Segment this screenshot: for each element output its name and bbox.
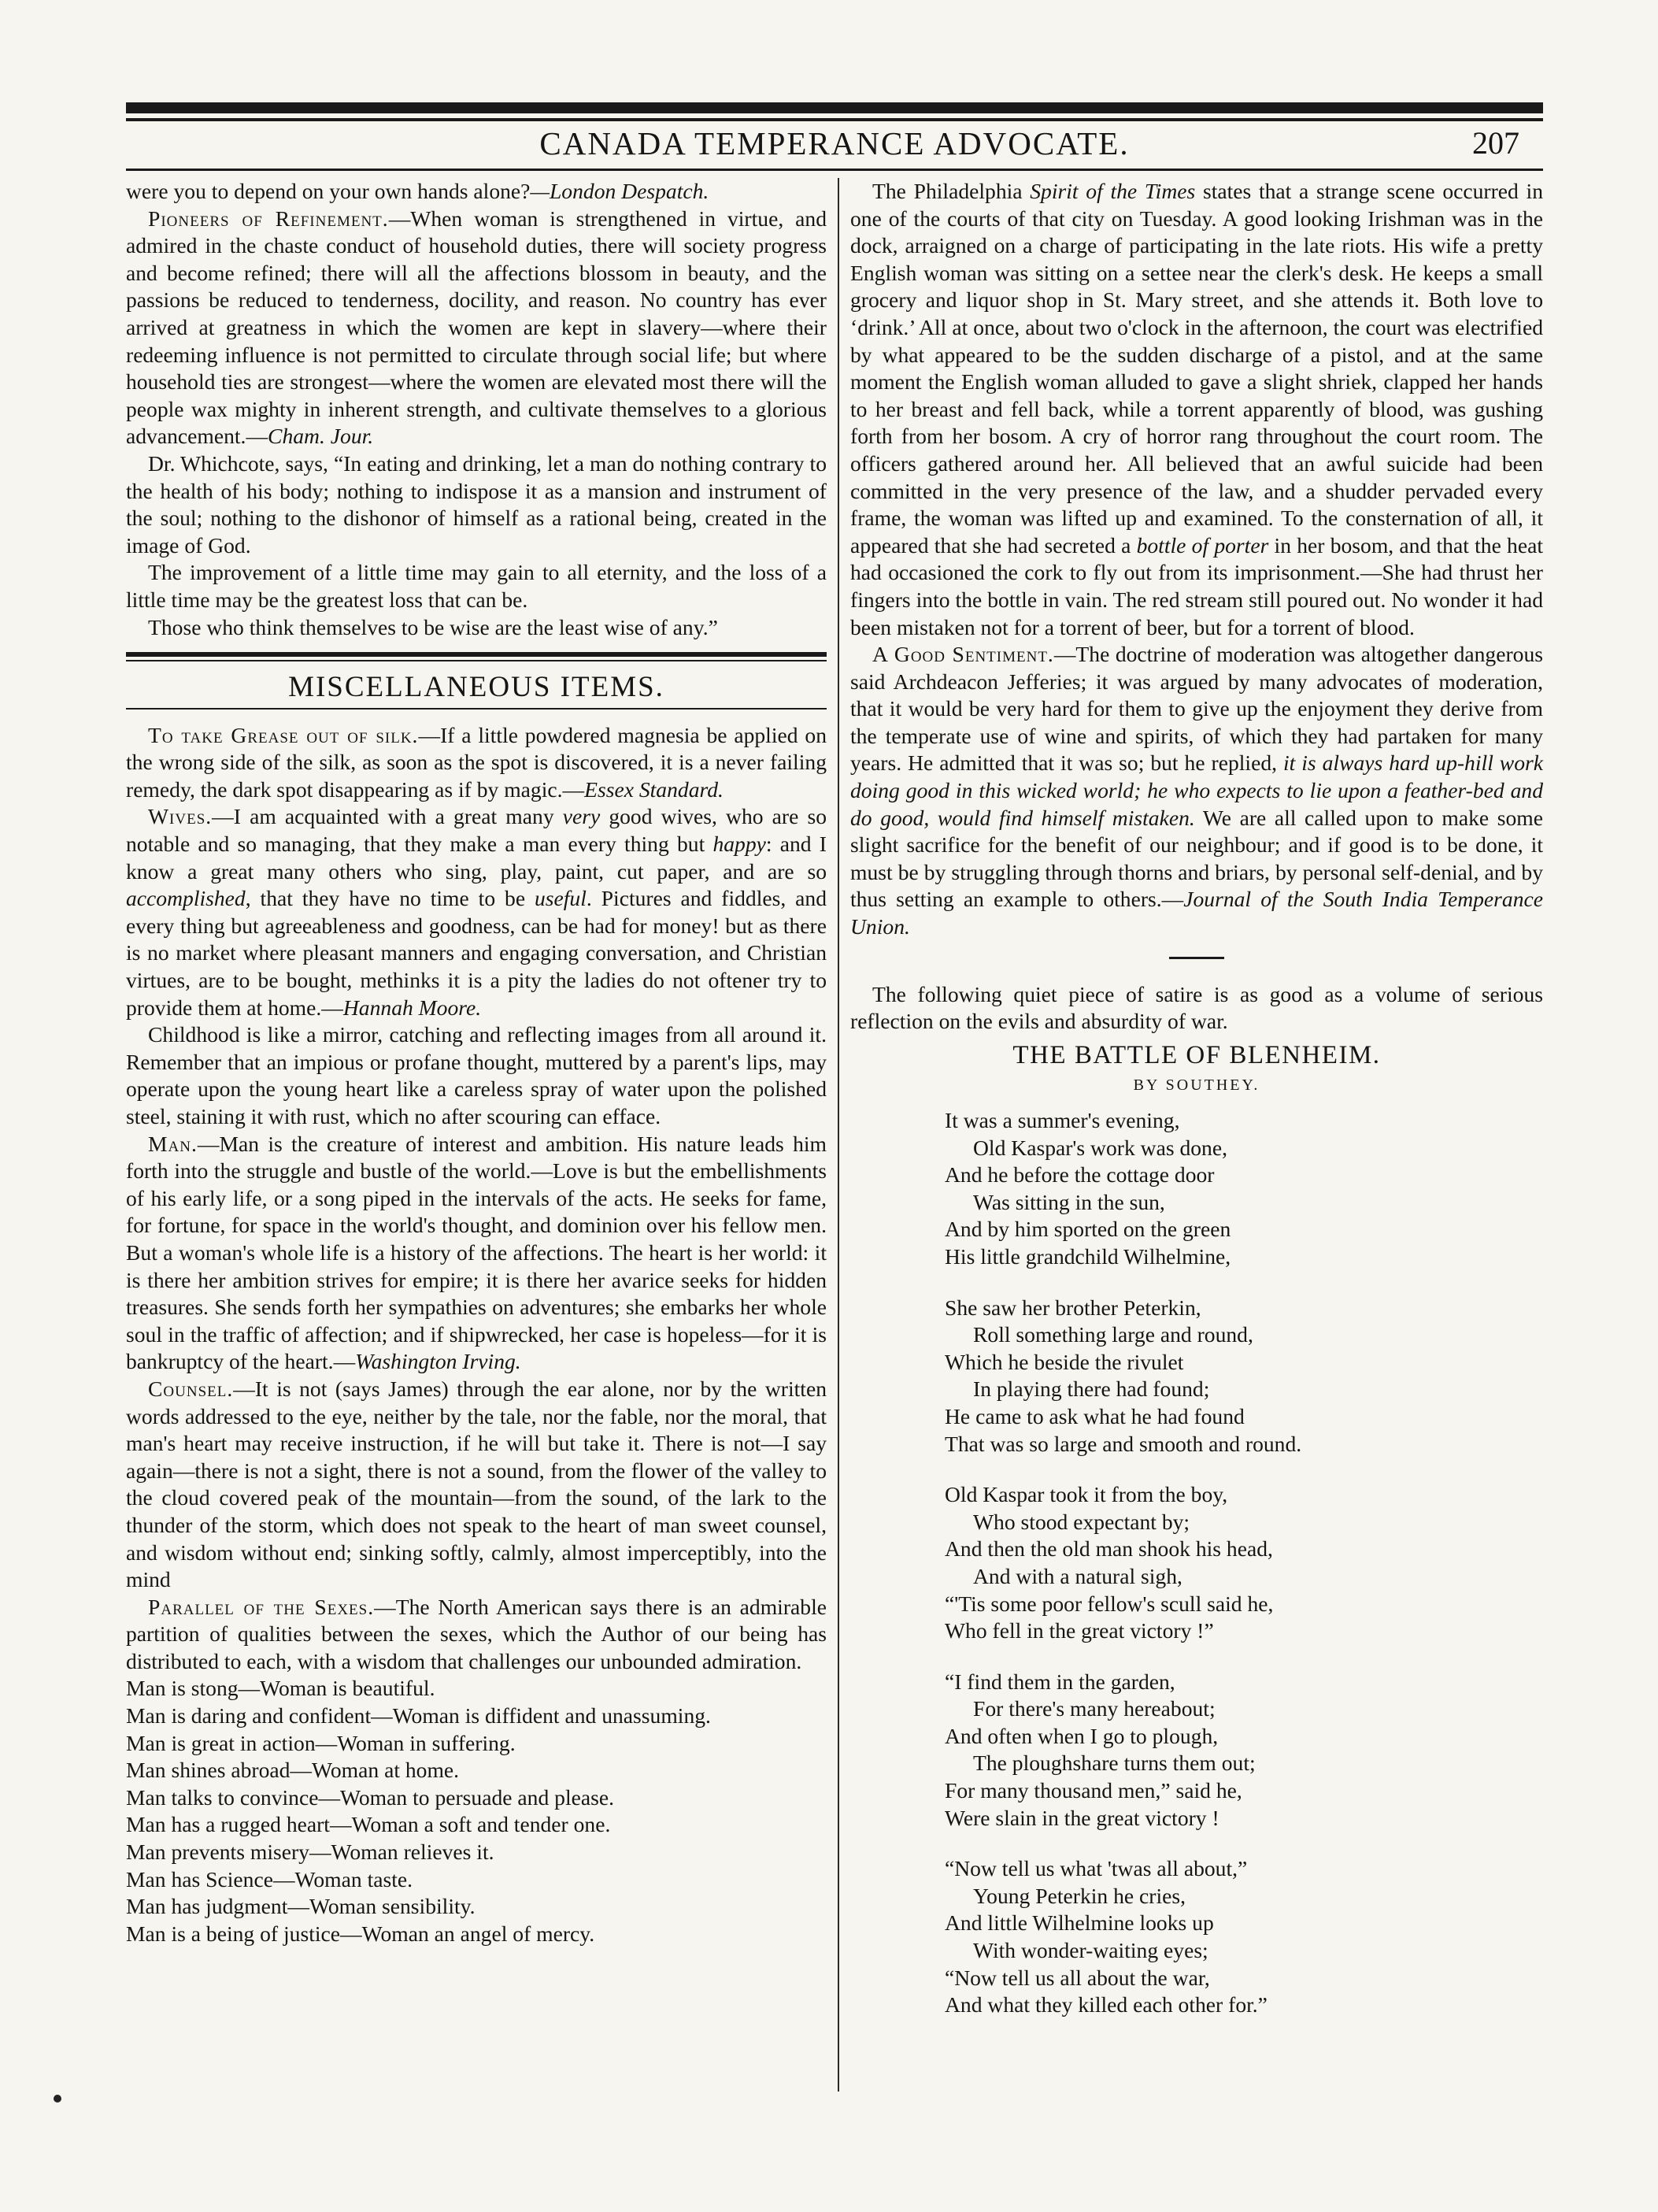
parallel-line: Man shines abroad—Woman at home. xyxy=(126,1758,460,1783)
philadelphia-paper-title: Spirit of the Times xyxy=(1030,179,1196,203)
counsel-heading: Counsel. xyxy=(148,1376,234,1401)
poem-line: And then the old man shook his head, xyxy=(945,1536,1273,1562)
poem-line: Old Kaspar took it from the boy, xyxy=(945,1482,1228,1507)
top-rule-thin xyxy=(126,118,1543,121)
parallel-heading: Parallel of the Sexes. xyxy=(148,1594,375,1619)
poem-line: Was sitting in the sun, xyxy=(973,1189,1165,1214)
man-source: Washington Irving. xyxy=(355,1349,521,1374)
poem-line: “'Tis some poor fellow's scull said he, xyxy=(945,1591,1274,1616)
poem-line: With wonder-waiting eyes; xyxy=(973,1938,1208,1963)
left-column xyxy=(126,178,827,1947)
pioneers-source: Cham. Jour. xyxy=(268,424,374,449)
grease-paragraph xyxy=(126,722,827,804)
poem-stanza xyxy=(945,1669,1543,1832)
header-rule xyxy=(126,169,1543,171)
poem-line: He came to ask what he had found xyxy=(945,1403,1245,1428)
man-body: —Man is the creature of interest and ambition. His nature leads him forth into the struggle and bustle of the world.—Love is but the embellishments of his early life, or a song piped in the intervals of the acts. He seeks for fame, for fortune, for space in the world's thought, and dominion over his fellow men. But a woman's whole life is a history of the affections. The heart is her world: it is there her ambition strives for empire; it is there her avarice seeks for hidden treasures. She sends forth her sympathies on adventures; she embarks her whole soul in the traffic of affection; and if shipwrecked, her case is hopeless—for it is bankruptcy of the heart.— xyxy=(126,1131,827,1374)
pioneers-body: —When woman is strengthened in virtue, and admired in the chaste conduct of household duties, there will society progress and become refined; there will all the affections blossom in beauty, and the passions be reduced to tenderness, docility, and reason. No country has ever arrived at greatness in which the women are kept in slavery—where their redeeming influence is not permitted to circulate through social life; but where household ties are strongest—where the women are elevated most there will the people wax mighty in inherent strength, and cultivate themselves to a glorious advancement.— xyxy=(126,206,827,449)
parallel-line: Man talks to convince—Woman to persuade and please. xyxy=(126,1784,614,1810)
poem-line: His little grandchild Wilhelmine, xyxy=(945,1243,1231,1269)
wives-heading: Wives. xyxy=(148,804,213,829)
poem-line: “Now tell us all about the war, xyxy=(945,1965,1210,1990)
improvement-paragraph: The improvement of a little time may gain to all eternity, and the loss of a little time may be the greatest loss that can be. xyxy=(126,560,827,612)
poem-title: THE BATTLE OF BLENHEIM. xyxy=(1012,1040,1381,1069)
satire-intro: The following quiet piece of satire is as good as a volume of serious reflection on the evils and absurdity of war. xyxy=(850,981,1543,1034)
dispatch-text: were you to depend on your own hands alone? xyxy=(126,179,531,203)
parallel-line: Man has Science—Woman taste. xyxy=(126,1866,413,1892)
man-paragraph xyxy=(126,1131,827,1376)
poem-line: And little Wilhelmine looks up xyxy=(945,1910,1214,1936)
poem-line: Were slain in the great victory ! xyxy=(945,1805,1219,1830)
parallel-list xyxy=(126,1675,827,1947)
poem-line: “Now tell us what 'twas all about,” xyxy=(945,1856,1248,1881)
parallel-line: Man prevents misery—Woman relieves it. xyxy=(126,1840,494,1865)
wives-text: : and I know a great many others who sing, play, paint, cut paper, and are so xyxy=(126,832,827,884)
wives-emph: very xyxy=(562,804,601,829)
wives-emph: happy xyxy=(712,832,766,857)
poem-line: Who stood expectant by; xyxy=(973,1509,1190,1534)
sentiment-text: We are all called upon to make some slight sacrifice for the benefit of our neighbour; and if good is to be done, it must be by struggling through thorns and briars, by personal self-denial, and by thus setting an example to others.— xyxy=(850,805,1543,912)
poem-line: “I find them in the garden, xyxy=(945,1669,1175,1694)
childhood-paragraph: Childhood is like a mirror, catching and reflecting images from all around it. Remember that an impious or profane thought, muttered by a parent's lips, may operate upon the young heart like a careless spray of water upon the polished steel, staining it with rust, which no after scouring can efface. xyxy=(126,1022,827,1128)
poem-line: For many thousand men,” said he, xyxy=(945,1778,1242,1803)
poem-stanza xyxy=(945,1855,1543,2019)
parallel-line: Man is a being of justice—Woman an angel of mercy. xyxy=(126,1921,595,1946)
parallel-body: —The North American says there is an admirable partition of qualities between the sexes, which the Author of our being has distributed to each, with a wisdom that challenges our unbounded admiration. xyxy=(126,1594,827,1673)
whichcote-paragraph: Dr. Whichcote, says, “In eating and drinking, let a man do nothing contrary to the health of his body; nothing to indispose it as a mansion and instrument of the soul; nothing to the dishonor of himself as a rational being, created in the image of God. xyxy=(126,450,827,558)
misc-heading: MISCELLANEOUS ITEMS. xyxy=(288,671,664,704)
dispatch-paragraph xyxy=(126,178,827,206)
poem-stanza xyxy=(945,1481,1543,1645)
parallel-paragraph xyxy=(126,1594,827,1676)
sentiment-source: Journal of the South India Temperance Union. xyxy=(850,887,1543,939)
poem-line: And what they killed each other for.” xyxy=(945,1992,1268,2017)
counsel-paragraph xyxy=(126,1376,827,1594)
sentiment-quote: it is always hard up-hill work doing good in this wicked world; he who expects to lie upon a feather-bed and do good, would find himself mistaken. xyxy=(850,750,1543,830)
page-number: 207 xyxy=(1472,125,1519,161)
grease-source: Essex Standard. xyxy=(584,776,724,802)
wives-text: —I am acquainted with a great many xyxy=(212,804,563,829)
grease-body: —If a little powdered magnesia be applied on the wrong side of the silk, as soon as the spot is discovered, it is a never failing remedy, the dark spot disappearing as if by magic.— xyxy=(126,722,827,802)
poem-line: And he before the cottage door xyxy=(945,1162,1215,1188)
misc-heading-rule xyxy=(126,708,827,710)
page-header-title: CANADA TEMPERANCE ADVOCATE. xyxy=(539,125,1130,161)
parallel-line: Man has judgment—Woman sensibility. xyxy=(126,1894,476,1919)
wives-text: . Pictures and fiddles, and every thing but agreeableness and goodness, can be had for money! but as there is no market where pleasant manners and engaging conversation, and Christian virtues, are to be bought, methinks it is a pity the ladies do not oftener try to provide them at home.— xyxy=(126,886,827,1020)
philadelphia-text: The Philadelphia xyxy=(872,179,1031,203)
poem-line: In playing there had found; xyxy=(973,1376,1210,1402)
poem-line: Young Peterkin he cries, xyxy=(973,1883,1186,1908)
wives-emph: useful xyxy=(534,886,587,911)
top-rule xyxy=(126,102,1543,113)
margin-ink-dot xyxy=(54,2095,61,2103)
poem-line: The ploughshare turns them out; xyxy=(973,1751,1256,1776)
parallel-line: Man is stong—Woman is beautiful. xyxy=(126,1676,435,1701)
sentiment-paragraph xyxy=(850,641,1543,941)
poem-line: It was a summer's evening, xyxy=(945,1108,1180,1132)
poem-line: And with a natural sigh, xyxy=(973,1563,1182,1588)
parallel-line: Man is great in action—Woman in suffering. xyxy=(126,1730,516,1755)
poem-stanza xyxy=(945,1295,1543,1458)
poem-author: BY SOUTHEY. xyxy=(1133,1076,1260,1095)
wives-source: Hannah Moore. xyxy=(342,995,482,1020)
pioneers-paragraph xyxy=(126,206,827,450)
poem-line: That was so large and smooth and round. xyxy=(945,1431,1302,1456)
wives-text: good wives, who are so notable and so managing, that they make a man every thing but xyxy=(126,804,827,857)
sentiment-heading: A Good Sentiment. xyxy=(872,642,1054,667)
poem-line: Which he beside the rivulet xyxy=(945,1349,1184,1374)
parallel-line: Man has a rugged heart—Woman a soft and tender one. xyxy=(126,1812,611,1837)
man-heading: Man. xyxy=(148,1131,198,1156)
poem-line: And often when I go to plough, xyxy=(945,1723,1219,1748)
wives-emph: accomplished xyxy=(126,886,246,911)
parallel-line: Man is daring and confident—Woman is diffident and unassuming. xyxy=(126,1703,711,1728)
poem-line: Who fell in the great victory !” xyxy=(945,1618,1214,1643)
wives-paragraph xyxy=(126,803,827,1021)
section-rule-thin xyxy=(126,660,827,661)
poem-stanza xyxy=(945,1107,1543,1271)
section-rule-heavy xyxy=(126,652,827,657)
pioneers-heading: Pioneers of Refinement. xyxy=(148,206,389,231)
philadelphia-text: states that a strange scene occurred in one of the courts of that city on Tuesday. A good looking Irishman was in the dock, arraigned on a charge of participating in the late riots. His wife a pretty English woman was sitting on a settee near the clerk's desk. He keeps a small grocery and liquor shop in St. Mary street, and she attends it. Both love to ‘drink.’ All at once, about two o'clock in the afternoon, the court was electrified by what appeared to be the sudden discharge of a pistol, and at the same moment the English woman alluded to gave a slight shriek, clapped her hands to her breast and fell back, while a torrent apparently of blood, was gushing forth from her bosom. A cry of horror rang throughout the court room. The officers gathered around her. All believed that an awful suicide had been committed in the very presence of the law, and a shudder pervaded every frame, the woman was lifted up and examined. To the consternation of all, it appeared that she had secreted a xyxy=(850,179,1544,558)
philadelphia-text: in her bosom, and that the heat had occasioned the cork to fly out from its imprisonment.—She had thrust her fingers into the bottle in vain. The red stream still poured out. No wonder it had been mistaken not for a torrent of beer, but for a torrent of blood. xyxy=(850,532,1543,639)
philadelphia-emph: bottle of porter xyxy=(1136,532,1269,558)
sentiment-text: —The doctrine of moderation was altogether dangerous said Archdeacon Jefferies; it was argued by many advocates of moderation, that it would be very hard for them to give up the enjoyment they derive from the temperate use of wine and spirits, of which they had partaken for many years. He admitted that it was so; but he replied, xyxy=(850,642,1543,776)
counsel-body: —It is not (says James) through the ear alone, nor by the written words addressed to the eye, neither by the tale, nor the fable, nor the moral, that man's heart may receive instruction, if he will but take it. There is not—I say again—there is not a sight, there is not a sound, from the flower of the valley to the cloud covered peak of the mountain—from the sound, of the lark to the thunder of the storm, which does not speak to the heart of man sweet counsel, and wisdom without end; sinking softly, calmly, almost imperceptibly, into the mind xyxy=(126,1376,827,1592)
right-column xyxy=(850,178,1543,2043)
column-divider xyxy=(838,178,839,2092)
philadelphia-paragraph xyxy=(850,178,1543,641)
dispatch-source: —London Despatch. xyxy=(530,179,709,203)
poem-line: She saw her brother Peterkin, xyxy=(945,1295,1201,1320)
poem-line: Roll something large and round, xyxy=(973,1322,1253,1347)
wise-paragraph: Those who think themselves to be wise are the least wise of any.” xyxy=(148,614,718,639)
poem-line: For there's many hereabout; xyxy=(973,1696,1216,1721)
grease-heading: To take Grease out of silk. xyxy=(148,722,419,747)
short-divider xyxy=(1169,957,1224,959)
poem-line: Old Kaspar's work was done, xyxy=(973,1135,1228,1160)
poem-line: And by him sported on the green xyxy=(945,1217,1231,1242)
wives-text: , that they have no time to be xyxy=(245,886,535,911)
